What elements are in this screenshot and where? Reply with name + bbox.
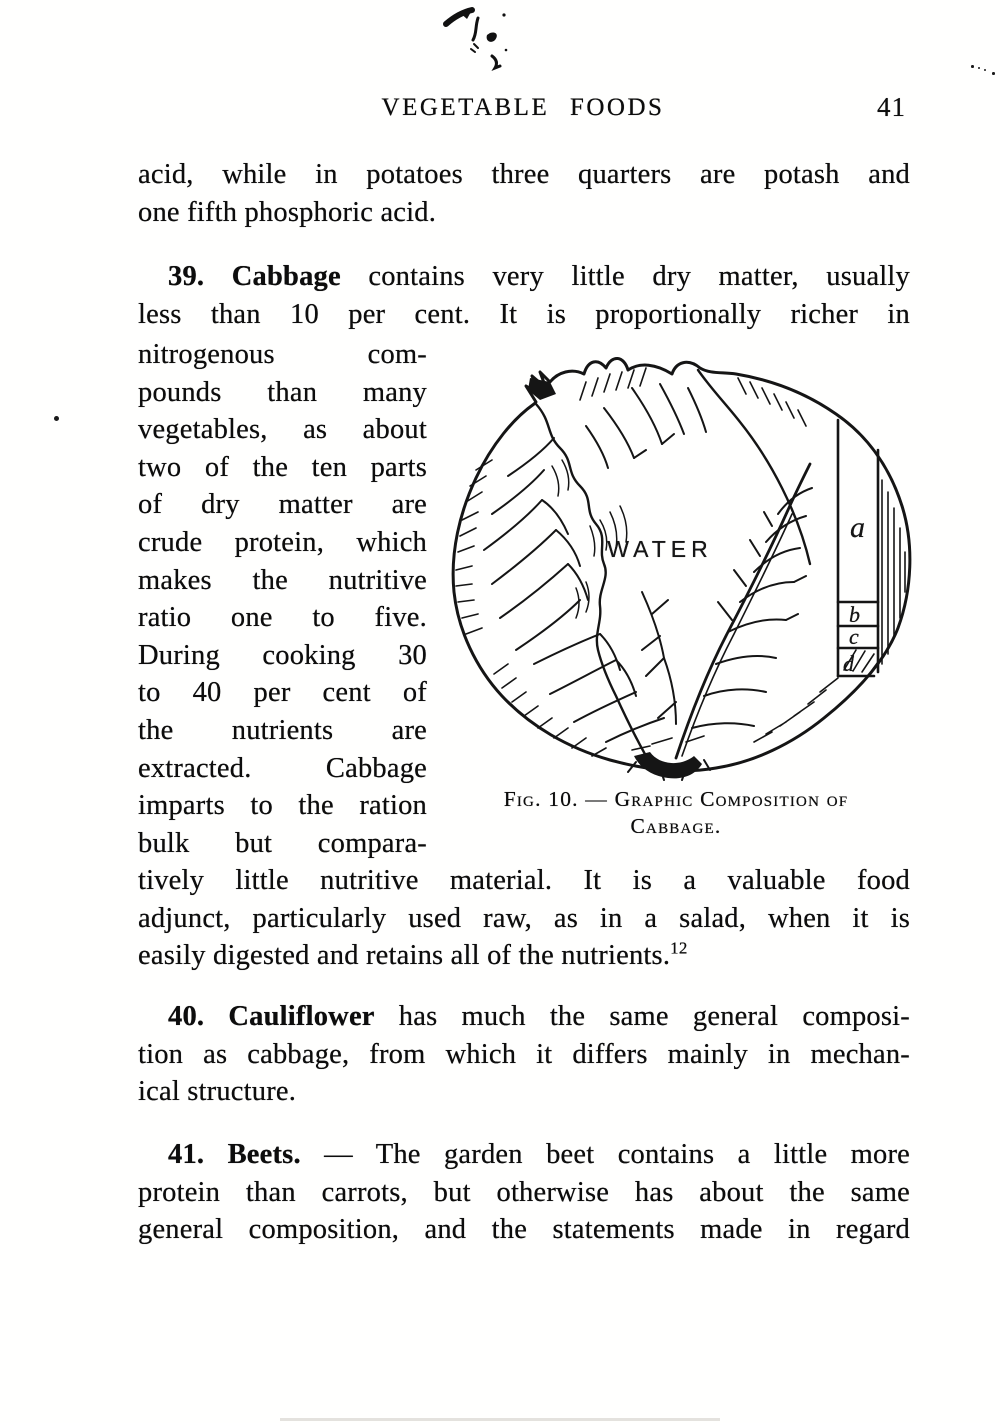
paragraph-39-continuation — [138, 862, 910, 975]
text-line — [138, 937, 910, 975]
text-run: contains very little dry matter, usually — [368, 261, 910, 292]
segment-label-a: a — [850, 511, 865, 544]
text-line: to 40 per cent of — [138, 677, 427, 709]
scan-speck — [984, 69, 986, 71]
scan-speck — [54, 416, 59, 421]
text-line: makes the nutritive — [138, 564, 427, 596]
text-line: less than 10 per cent. It is proportionally richer in — [138, 298, 910, 330]
scan-speck — [971, 65, 974, 68]
text-line: tively little nutritive material. It is a valuable food — [138, 865, 910, 896]
text-line: imparts to the ration — [138, 790, 427, 822]
scan-edge-artifact — [280, 1418, 720, 1421]
page-title: VEGETABLE FOODS — [381, 94, 665, 121]
text-line: extracted. Cabbage — [138, 752, 427, 784]
text-line: adjunct, particularly used raw, as in a salad, when it is — [138, 902, 910, 934]
text-line: acid, while in potatoes three quarters are potash and — [138, 159, 910, 190]
water-label: WATER — [607, 536, 713, 562]
scan-speck — [978, 67, 980, 69]
text-line — [138, 998, 910, 1036]
paragraph-39-column — [138, 336, 427, 862]
text-line — [138, 1136, 910, 1174]
text-line: protein than carrots, but otherwise has about the same — [138, 1176, 910, 1208]
segment-label-c: c — [849, 624, 859, 649]
text-line: the nutrients are — [138, 714, 427, 746]
text-line: bulk but compara- — [138, 827, 427, 859]
figure-caption-line2: Cabbage. — [630, 814, 722, 838]
figure-caption-line1: Fig. 10. — Graphic Composition of — [503, 787, 849, 811]
text-run: easily digested and retains all of the nutrients. — [138, 940, 671, 972]
text-run: — The garden beet contains a little more — [324, 1139, 911, 1170]
text-line: one fifth phosphoric acid. — [138, 196, 437, 228]
text-line: tion as cabbage, from which it differs mainly in mechan- — [138, 1038, 910, 1070]
section-40-lead: 40. Cauliflower — [168, 1001, 375, 1032]
text-line: pounds than many — [138, 376, 427, 408]
text-line: vegetables, as about — [138, 414, 427, 446]
text-line: of dry matter are — [138, 489, 427, 521]
paragraph-40 — [138, 998, 910, 1111]
figure-caption — [436, 786, 916, 840]
running-header — [138, 94, 908, 130]
section-39-lead: 39. Cabbage — [168, 261, 341, 292]
text-line — [138, 258, 910, 296]
paragraph-acid — [138, 156, 910, 231]
scan-speck — [992, 72, 995, 75]
paragraph-41 — [138, 1136, 910, 1249]
ink-smudge-artifact — [430, 2, 540, 80]
cabbage-illustration — [436, 330, 916, 782]
text-line: two of the ten parts — [138, 451, 427, 483]
figure-block — [436, 330, 916, 840]
segment-label-d: d — [843, 651, 854, 676]
section-41-lead: 41. Beets. — [168, 1139, 301, 1170]
page-number: 41 — [877, 92, 906, 122]
text-run: has much the same general composi- — [398, 1001, 910, 1032]
text-line: general composition, and the statements made in regard — [138, 1214, 910, 1246]
segment-label-b: b — [849, 602, 860, 627]
paragraph-39-intro — [138, 258, 910, 333]
text-line: nitrogenous com- — [138, 339, 427, 370]
text-line: ratio one to five. — [138, 602, 427, 634]
footnote-reference: 12 — [670, 938, 688, 958]
text-line: During cooking 30 — [138, 639, 427, 671]
text-line: ical structure. — [138, 1076, 297, 1108]
text-line: crude protein, which — [138, 526, 427, 558]
